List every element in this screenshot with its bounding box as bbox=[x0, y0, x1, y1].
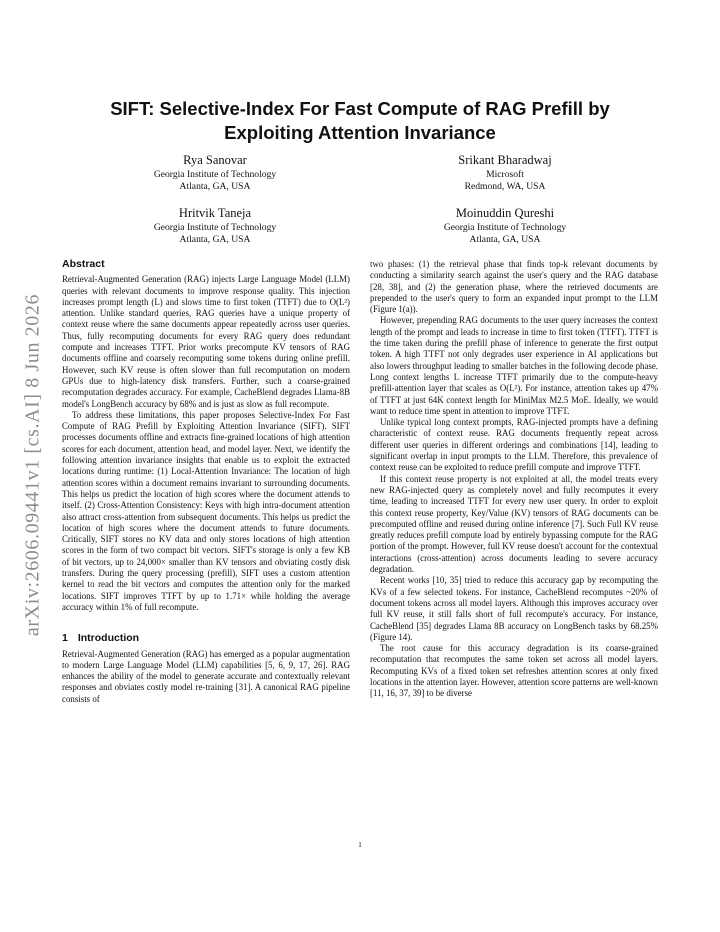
introduction-heading bbox=[62, 633, 350, 644]
author-name: Rya Sanovar bbox=[183, 153, 247, 167]
author-affiliation: Georgia Institute of Technology bbox=[153, 222, 277, 233]
page-number: 1 bbox=[358, 840, 362, 849]
abstract-paragraph-1: Retrieval-Augmented Generation (RAG) injects Large Language Model (LLM) queries with relevant documents to improve response quality. This injection increases prompt length (L) and slows time to first token (TTFT) due to O(L²) attention. Unlike standard queries, RAG queries have a unique property of context reuse where the same documents appear repeatedly across user queries. Thus, fully recomputing documents for every RAG query does redundant compute and increases TTFT. Prior works precompute KV tensors of RAG documents offline and coarsely recomputing some tokens during online prefill. However, such KV reuse is often slower than full recomputation on modern GPUs due to high-latency disk transfers. Further, such a coarse-grained recomputation degrades accuracy. For example, CacheBlend degrades Llama-8B model's LongBench accuracy by 68% and is just as slow as full recompute. bbox=[62, 274, 350, 409]
body-paragraph-5: Recent works [10, 35] tried to reduce this accuracy gap by recomputing the KVs of a few selected tokens. For instance, CacheBlend recomputes ~20% of document tokens across all model layers. Although this improves accuracy over full KV reuse, it still falls short of full recompute's accuracy. For instance, CacheBlend [35] degrades Llama 8B accuracy on LongBench tasks by 68.25% (Figure 14). bbox=[370, 575, 658, 642]
section-title: Introduction bbox=[77, 632, 140, 645]
right-column bbox=[370, 259, 658, 700]
body-paragraph-6: The root cause for this accuracy degradation is its coarse-grained recomputation that recomputes the same token set across all model layers. Recomputing KVs of a fixed token set refreshes attention scores at only fixed locations in the attention layer. However, attention score patterns are well-known [11, 16, 37, 39] to be diverse bbox=[370, 643, 658, 699]
author-location: Redmond, WA, USA bbox=[464, 181, 546, 192]
author-name: Hritvik Taneja bbox=[178, 206, 252, 220]
author-affiliation: Microsoft bbox=[486, 169, 524, 180]
body-paragraph-1: two phases: (1) the retrieval phase that finds top-k relevant documents by conducting a similarity search against the user's query and the RAG database [28, 38], and (2) the generation phase, where the retrieved documents are prepended to the user's query to form an expanded input prompt to the LLM (Figure 1(a)). bbox=[370, 259, 658, 315]
author-block-1 bbox=[85, 153, 345, 193]
author-location: Atlanta, GA, USA bbox=[469, 234, 541, 245]
body-paragraph-2: However, prepending RAG documents to the user query increases the context length of the prompt and leads to increase in time to first token (TTFT). TTFT is the time taken during the prefill phase of inference to generate the first output token. A high TTFT not only degrades user experience in AI applications but also lowers throughput leading to smaller batches in the following decode phase. Long context lengths L increase TTFT primarily due to the compute-heavy prefill-attention layer that scales as O(L²). For instance, attention takes up 47% of TTFT at just 64K context length for MiniMax M2.5 MoE. Ideally, we would want to reduce time spent in attention to improve TTFT. bbox=[370, 315, 658, 416]
section-number: 1 bbox=[62, 632, 68, 645]
author-block-4 bbox=[375, 206, 635, 246]
introduction-paragraph-1: Retrieval-Augmented Generation (RAG) has emerged as a popular augmentation to modern Large Language Model (LLM) capabilities [5, 6, 9, 17, 26]. RAG enhances the ability of the model to generate accurate and contextually relevant responses and obviates costly model re-training [31]. A canonical RAG pipeline consists of bbox=[62, 648, 350, 704]
left-column bbox=[62, 259, 350, 705]
author-block-3 bbox=[85, 206, 345, 246]
author-affiliation: Georgia Institute of Technology bbox=[153, 169, 277, 180]
author-location: Atlanta, GA, USA bbox=[179, 234, 251, 245]
arxiv-identifier bbox=[18, 270, 48, 660]
body-paragraph-4: If this context reuse property is not exploited at all, the model treats every new RAG-injected query as completely novel and fully recomputes it every time, leading to increased TTFT for every new user query. In order to exploit this context reuse property, Key/Value (KV) tensors of RAG documents can be precomputed offline and reused during online inference [7]. Such Full KV reuse greatly reduces prefill compute load by entirely bypassing compute for the RAG portion of the prompt. However, full KV reuse doesn't account for the contextual interactions (cross-attention) across documents leading to severe accuracy degradation. bbox=[370, 473, 658, 575]
author-location: Atlanta, GA, USA bbox=[179, 181, 251, 192]
author-name: Moinuddin Qureshi bbox=[455, 206, 555, 220]
abstract-paragraph-2: To address these limitations, this paper proposes Selective-Index For Fast Compute of RAG Prefill by Exploiting Attention Invariance (SIFT). SIFT processes documents offline and extracts fine-grained locations of high attention scores for each document, attention head, and model layer. Next, we identify the following attention invariance insights that enable us to exploit the extracted locations during runtime: (1) Local-Attention Invariance: The location of high attention scores within a document remains invariant to surrounding documents. This helps us predict the location of high scores where the document attends to itself. (2) Cross-Attention Consistency: Keys with high intra-document attention also attract cross-attention from subsequent documents. This helps us predict the location of high scores where the document attends to future documents. Critically, SIFT stores no KV data and only stores locations of high attention scores in the form of two compact bit vectors. SIFT's storage is only a few KB of bit vectors, up to 24,000× smaller than KV tensors and obviating costly disk transfers. During the query processing (prefill), SIFT uses a custom attention kernel to read the bit vectors and computes the attention only for the marked locations. SIFT improves TTFT by up to 1.71× while holding the average accuracy within 1% of full recompute. bbox=[62, 409, 350, 612]
author-block-2 bbox=[375, 153, 635, 193]
body-paragraph-3: Unlike typical long context prompts, RAG-injected prompts have a defining characteristic of context reuse. RAG documents frequently repeat across different user queries in different orderings and combinations [14], leading to significant overlap in input prompts to the LLM. Therefore, this prevalence of context reuse can be exploited to reduce prefill compute and improve TTFT. bbox=[370, 417, 658, 473]
author-name: Srikant Bharadwaj bbox=[458, 153, 552, 167]
abstract-heading: Abstract bbox=[62, 258, 105, 270]
arxiv-identifier-text: arXiv:2606.09441v1 [cs.AI] 8 Jun 2026 bbox=[21, 293, 44, 637]
paper-title: SIFT: Selective-Index For Fast Compute of RAG Prefill by Exploiting Attention Invariance bbox=[110, 98, 610, 143]
author-affiliation: Georgia Institute of Technology bbox=[443, 222, 567, 233]
